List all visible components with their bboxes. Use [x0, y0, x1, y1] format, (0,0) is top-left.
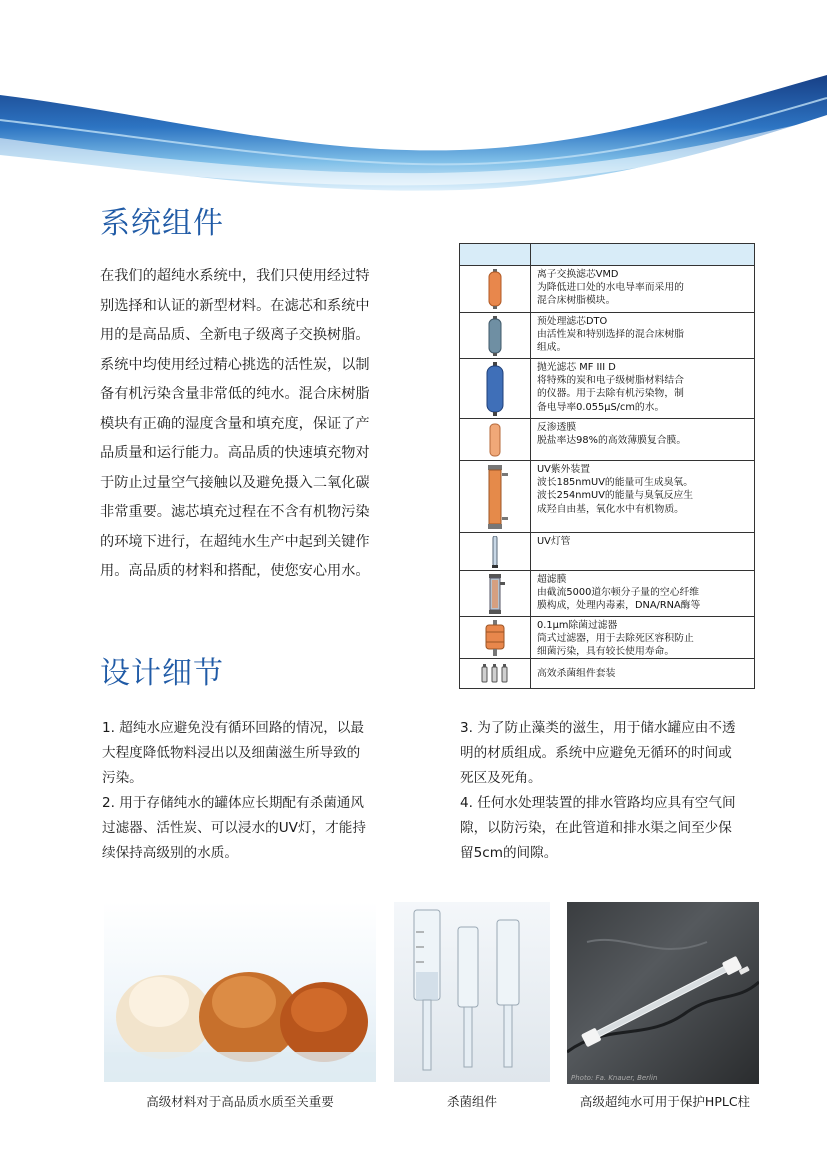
component-row [460, 313, 754, 359]
design-line: 续保持高级别的水质。 [102, 845, 238, 861]
design-line: 隙，以防污染，在此管道和排水渠之间至少保 [460, 820, 732, 836]
syringe-caption: 杀菌组件 [446, 1094, 497, 1109]
intro-line: 模块有正确的湿度含量和填充度，保证了产 [100, 415, 370, 432]
final-filter-icon [460, 617, 531, 658]
component-name: 超滤膜 [537, 574, 567, 585]
design-details-left [102, 716, 392, 866]
header-cell-image [460, 244, 531, 265]
orange-cartridge-icon [460, 266, 531, 312]
component-description: 由活性炭和特别选择的混合床树脂 组成。 [537, 329, 684, 354]
intro-line: 用。高品质的材料和搭配，使您安心用水。 [100, 563, 370, 579]
component-row [460, 461, 754, 533]
syringe-photo [394, 902, 550, 1082]
design-line: 2. 用于存储纯水的罐体应长期配有杀菌通风 [102, 795, 364, 811]
design-section-title: 设计细节 [100, 656, 224, 691]
components-table-header [460, 244, 754, 266]
component-description: 将特殊的炭和电子级树脂材料结合 的仪器。用于去除有机污染物，制 备电导率0.055μS/cm的水。 [537, 375, 684, 413]
intro-line: 备有机污染含量非常低的纯水。混合床树脂 [100, 386, 370, 402]
intro-line: 用的是高品质、全新电子级离子交换树脂。 [100, 327, 370, 343]
header-wave-graphic [0, 60, 827, 210]
blue-cartridge-icon [460, 359, 531, 418]
design-line: 死区及死角。 [460, 770, 542, 786]
ro-membrane-icon [460, 419, 531, 460]
component-name: 0.1μm除菌过滤器 [537, 620, 618, 631]
design-details-right [460, 716, 760, 866]
component-name: 高效杀菌组件套装 [537, 667, 616, 679]
component-row [460, 659, 754, 688]
component-name: UV灯管 [537, 536, 571, 547]
ultrafilter-icon [460, 571, 531, 616]
resin-photo [104, 902, 376, 1082]
components-table [459, 243, 755, 689]
component-description: 为降低进口处的水电导率而采用的 混合床树脂模块。 [537, 282, 684, 307]
component-row [460, 359, 754, 419]
component-name: 预处理滤芯DTO [537, 316, 608, 327]
intro-line: 别选择和认证的新型材料。在滤芯和系统中 [100, 297, 370, 314]
hplc-caption: 高级超纯水可用于保护HPLC柱 [579, 1094, 751, 1109]
intro-line: 在我们的超纯水系统中，我们只使用经过特 [100, 268, 370, 284]
design-line: 明的材质组成。系统中应避免无循环的时间或 [460, 745, 732, 761]
component-name: UV紫外装置 [537, 464, 591, 475]
uv-unit-icon [460, 461, 531, 532]
component-row [460, 571, 754, 617]
intro-line: 品质量和运行能力。高品质的快速填充物对 [100, 445, 370, 461]
design-line: 3. 为了防止藻类的滋生，用于储水罐应由不透 [460, 720, 736, 736]
component-row [460, 419, 754, 461]
design-line: 污染。 [102, 770, 143, 786]
component-description: 脱盐率达98%的高效薄膜复合膜。 [537, 435, 687, 447]
design-line: 大程度降低物料浸出以及细菌滋生所导致的 [102, 745, 361, 761]
intro-line: 系统中均使用经过精心挑选的活性炭，以制 [100, 356, 370, 373]
component-description: 波长185nmUV的能量可生成臭氧。 波长254nmUV的能量与臭氧反应生 成羟自由基，氧化水中有机物质。 [537, 477, 694, 515]
intro-line: 的环境下进行，在超纯水生产中起到关键作 [100, 533, 370, 550]
intro-paragraph [100, 262, 400, 587]
resin-caption: 高级材料对于高品质水质至关重要 [146, 1094, 334, 1109]
design-line: 过滤器、活性炭、可以浸水的UV灯，才能持 [102, 820, 366, 836]
design-line: 留5cm的间隙。 [460, 845, 558, 861]
component-description: 筒式过滤器，用于去除死区容积防止 细菌污染，具有较长使用寿命。 [537, 633, 694, 658]
component-row [460, 533, 754, 571]
component-name: 抛光滤芯 MF III D [537, 362, 616, 373]
component-row [460, 266, 754, 313]
sanitization-kit-icon [460, 659, 531, 688]
gray-cartridge-icon [460, 313, 531, 358]
component-name: 离子交换滤芯VMD [537, 269, 619, 280]
uv-lamp-icon [460, 533, 531, 570]
hplc-photo [567, 902, 759, 1084]
photo-credit: Photo: Fa. Knauer, Berlin [571, 1074, 658, 1082]
design-line: 4. 任何水处理装置的排水管路均应具有空气间 [460, 795, 736, 811]
intro-line: 于防止过量空气接触以及避免摄入二氧化碳 [100, 474, 370, 491]
component-description: 由截流5000道尔顿分子量的空心纤维 膜构成，处理内毒素，DNA/RNA酶等 [537, 587, 701, 612]
intro-line: 非常重要。滤芯填充过程在不含有机物污染 [100, 504, 370, 520]
component-row [460, 617, 754, 659]
components-section-title: 系统组件 [100, 206, 224, 241]
component-name: 反渗透膜 [537, 422, 577, 433]
design-line: 1. 超纯水应避免没有循环回路的情况，以最 [102, 720, 364, 736]
